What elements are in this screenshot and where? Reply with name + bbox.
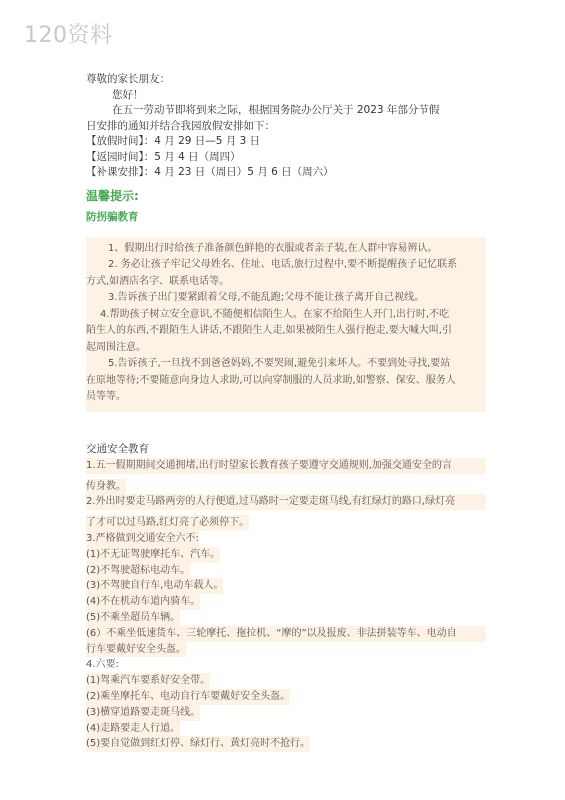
tip-2-line-2: 方式,如酒店名字、联系电话等。 bbox=[86, 275, 230, 287]
body-line-1: 在五一劳动节即将到来之际，根据国务院办公厅关于 2023 年部分节假 bbox=[112, 104, 440, 116]
anti-abduction-list bbox=[86, 237, 486, 412]
greeting: 尊敬的家长朋友： bbox=[86, 73, 170, 85]
body-line-2: 日安排的通知并结合我园放假安排如下： bbox=[86, 119, 275, 132]
traffic-line: (2)乘坐摩托车、电动自行车要戴好安全头盔。 bbox=[86, 689, 290, 705]
traffic-line: (2)不驾驶超标电动车。 bbox=[86, 563, 190, 579]
tip-5-line-3: 员等等。 bbox=[86, 391, 126, 402]
tip-3-line-1: 3.告诉孩子出门要紧跟着父母,不能乱跑;父母不能让孩子离开自己视线。 bbox=[108, 292, 425, 303]
traffic-line: 1.五一假期期间交通拥堵,出行时望家长教育孩子要遵守交通规则,加强交通安全的言 bbox=[86, 458, 486, 474]
tip-5-line-1: 5.告诉孩子,一旦找不到爸爸妈妈,不要哭闹,避免引来坏人。不要到处寻找,要站 bbox=[108, 358, 451, 369]
tip-5-line-2: 在原地等待;不要随意向身边人求助,可以向穿制服的人员求助,如警察、保安、服务人 bbox=[86, 374, 456, 386]
tip-1-line-1: 1、假期出行时给孩子准备颜色鲜艳的衣服或者亲子装,在人群中容易辨认。 bbox=[108, 242, 438, 254]
traffic-line: (1)驾乘汽车要系好安全带。 bbox=[86, 673, 210, 689]
return-time: 【返园时间】：5 月 4 日（周四） bbox=[86, 150, 241, 163]
traffic-line: (5)不乘坐超员车辆。 bbox=[86, 610, 180, 626]
tip-4-line-1: 4.帮助孩子树立安全意识,不随便相信陌生人。在家不给陌生人开门,出行时,不吃 bbox=[100, 308, 450, 320]
traffic-line: 行车要戴好安全头盔。 bbox=[86, 642, 186, 658]
anti-abduction-title: 防拐骗教育 bbox=[86, 210, 139, 223]
tip-2-line-1: 2. 务必让孩子牢记父母姓名、住址、电话,旅行过程中,要不断提醒孩子记忆联系 bbox=[108, 259, 458, 270]
traffic-line: (4)不在机动车道内骑车。 bbox=[86, 594, 200, 610]
traffic-line: 2.外出时要走马路两旁的人行便道,过马路时一定要走斑马线,有红绿灯的路口,绿灯亮 bbox=[86, 494, 486, 510]
tip-4-line-2: 陌生人的东西,不跟陌生人讲话,不跟陌生人走,如果被陌生人强行抱走,要大喊大叫,引 bbox=[86, 325, 452, 336]
traffic-line: 了才可以过马路,红灯亮了必须停下。 bbox=[86, 515, 249, 531]
tips-title: 温馨提示: bbox=[86, 188, 139, 203]
traffic-line: 4.六要: bbox=[86, 659, 119, 671]
traffic-line: (3)横穿道路要走斑马线。 bbox=[86, 705, 200, 721]
traffic-line: (5)要自觉做到红灯停、绿灯行、黄灯亮时不抢行。 bbox=[86, 736, 310, 752]
traffic-line: (1)不无证驾驶摩托车、汽车。 bbox=[86, 547, 220, 563]
traffic-line: (3)不驾驶自行车,电动车载人。 bbox=[86, 578, 223, 594]
traffic-title: 交通安全教育 bbox=[86, 443, 149, 455]
holiday-time: 【放假时间】：4 月 29 日—5 月 3 日 bbox=[86, 135, 261, 147]
traffic-line: (6）不乘坐低速货车、三轮摩托、拖拉机、“摩的”以及报废、非法拼装等车、电动自 bbox=[86, 626, 486, 642]
traffic-line: (4)走路要走人行道。 bbox=[86, 721, 180, 737]
watermark-logo: 120资料 bbox=[24, 23, 113, 48]
traffic-line: 3.严格做到交通安全六不: bbox=[86, 531, 199, 547]
makeup-class: 【补课安排】：4 月 23 日（周日）5 月 6 日（周六） bbox=[86, 166, 334, 178]
tip-4-line-3: 起周围注意。 bbox=[86, 341, 146, 353]
notice-letter bbox=[86, 72, 486, 412]
traffic-line: 传身教。 bbox=[86, 479, 126, 495]
hello: 您好！ bbox=[112, 88, 144, 101]
traffic-safety-section bbox=[86, 442, 486, 752]
